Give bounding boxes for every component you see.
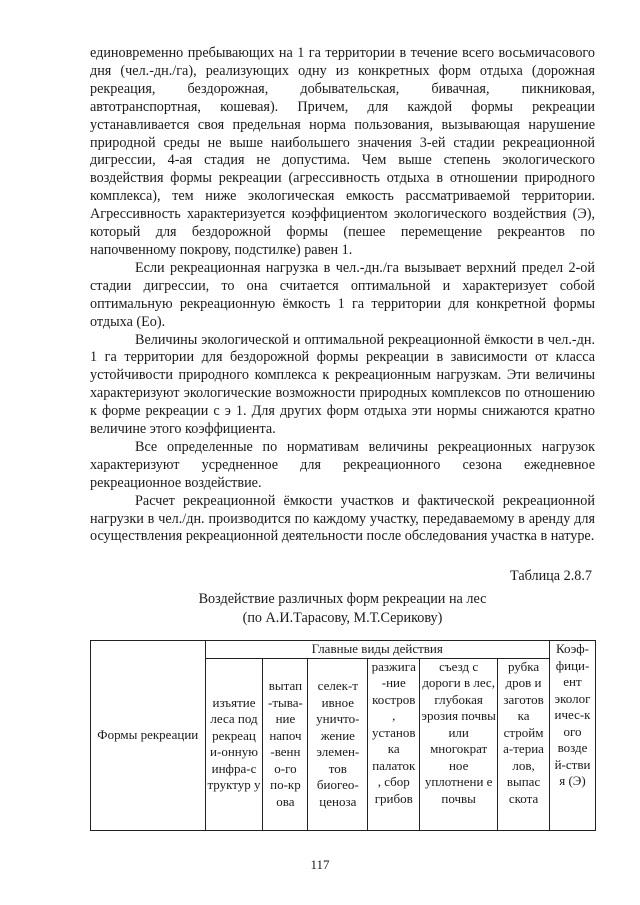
column-header: съезд с дороги в лес, глубокая эрозия почвы или многократ ное уплотнени е почвы (420, 658, 498, 830)
coef-header-cell (550, 641, 596, 831)
table-title-line: (по А.И.Тарасову, М.Т.Серикову) (242, 609, 443, 626)
group-header: Главные виды действия (311, 641, 443, 656)
group-header-cell (205, 641, 549, 659)
forms-header-cell (91, 641, 206, 831)
table-number: Таблица 2.8.7 (510, 568, 592, 584)
page-number: 117 (310, 857, 330, 872)
column-header: рубка дров и заготов ка стройм а-териа лов, выпас скота (498, 658, 550, 830)
table-title (90, 590, 595, 627)
forms-header: Формы рекреации (97, 727, 199, 742)
recreation-impact-table (90, 640, 596, 831)
column-header: изъятие леса под рекреац и-онную инфра-с труктур у (205, 658, 263, 830)
paragraph: Все определенные по нормативам величины рекреационных нагрузок характеризуют усредненное для рекреационного сезона ежедневное рекреационное воздействие. (90, 438, 595, 491)
paragraph: Расчет рекреационной ёмкости участков и фактической рекреационной нагрузки в чел./дн. производится по каждому участку, передаваемому в аренду для осуществления рекреационной деятельности после обследования участка в натуре. (90, 492, 595, 545)
column-header: вытап -тыва-ние напоч -венн о-го по-кр ова (263, 658, 308, 830)
coef-header: Коэф-фици-ент эколог ичес-к ого возде й-стви я (Э) (554, 641, 591, 788)
column-header: разжига -ние костров , установ ка палаток , сбор грибов (368, 658, 420, 830)
body-text (90, 45, 595, 546)
column-header: селек-т ивное уничто-жение элемен-тов биогео-ценоза (308, 658, 368, 830)
table-title-line: Воздействие различных форм рекреации на лес (198, 591, 487, 607)
paragraph: Если рекреационная нагрузка в чел.-дн./га вызывает верхний предел 2-ой стадии дигрессии, то она считается оптимальной и характеризует собой оптимальную рекреационную ёмкость 1 га территории для конкретной формы отдыха (Ео). (90, 259, 595, 330)
paragraph: Величины экологической и оптимальной рекреационной ёмкости в чел.-дн. 1 га территории для бездорожной формы рекреации в зависимости от класса устойчивости природного комплекса к рекреационным нагрузкам. Эти величины характеризуют экологические возможности природных комплексов по отношению к форме рекреации с э 1. Для других форм отдыха эти нормы снижаются кратно величине этого коэффициента. (90, 331, 595, 438)
paragraph: единовременно пребывающих на 1 га территории в течение всего восьмичасового дня (чел.-дн./га), реализующих одну из конкретных форм отдыха (дорожная рекреация, бездорожная, добывательская, бивачная, пикниковая, автотранспортная, кошевая). Причем, для каждой формы рекреации устанавливается своя предельная норма пользования, вызывающая нарушение природной среды не выше наибольшего значения 3-ей стадии рекреационной дигрессии, 4-ая стадия не допустима. Чем выше степень экологического воздействия формы рекреации (агрессивность отдыха в отношении природного комплекса), тем ниже экологическая емкость рассматриваемой территории. Агрессивность характеризуется коэффициентом экологического воздействия (Э), который для бездорожной формы (пешее перемещение рекреантов по напочвенному покрову, подстилке) равен 1. (90, 45, 595, 258)
